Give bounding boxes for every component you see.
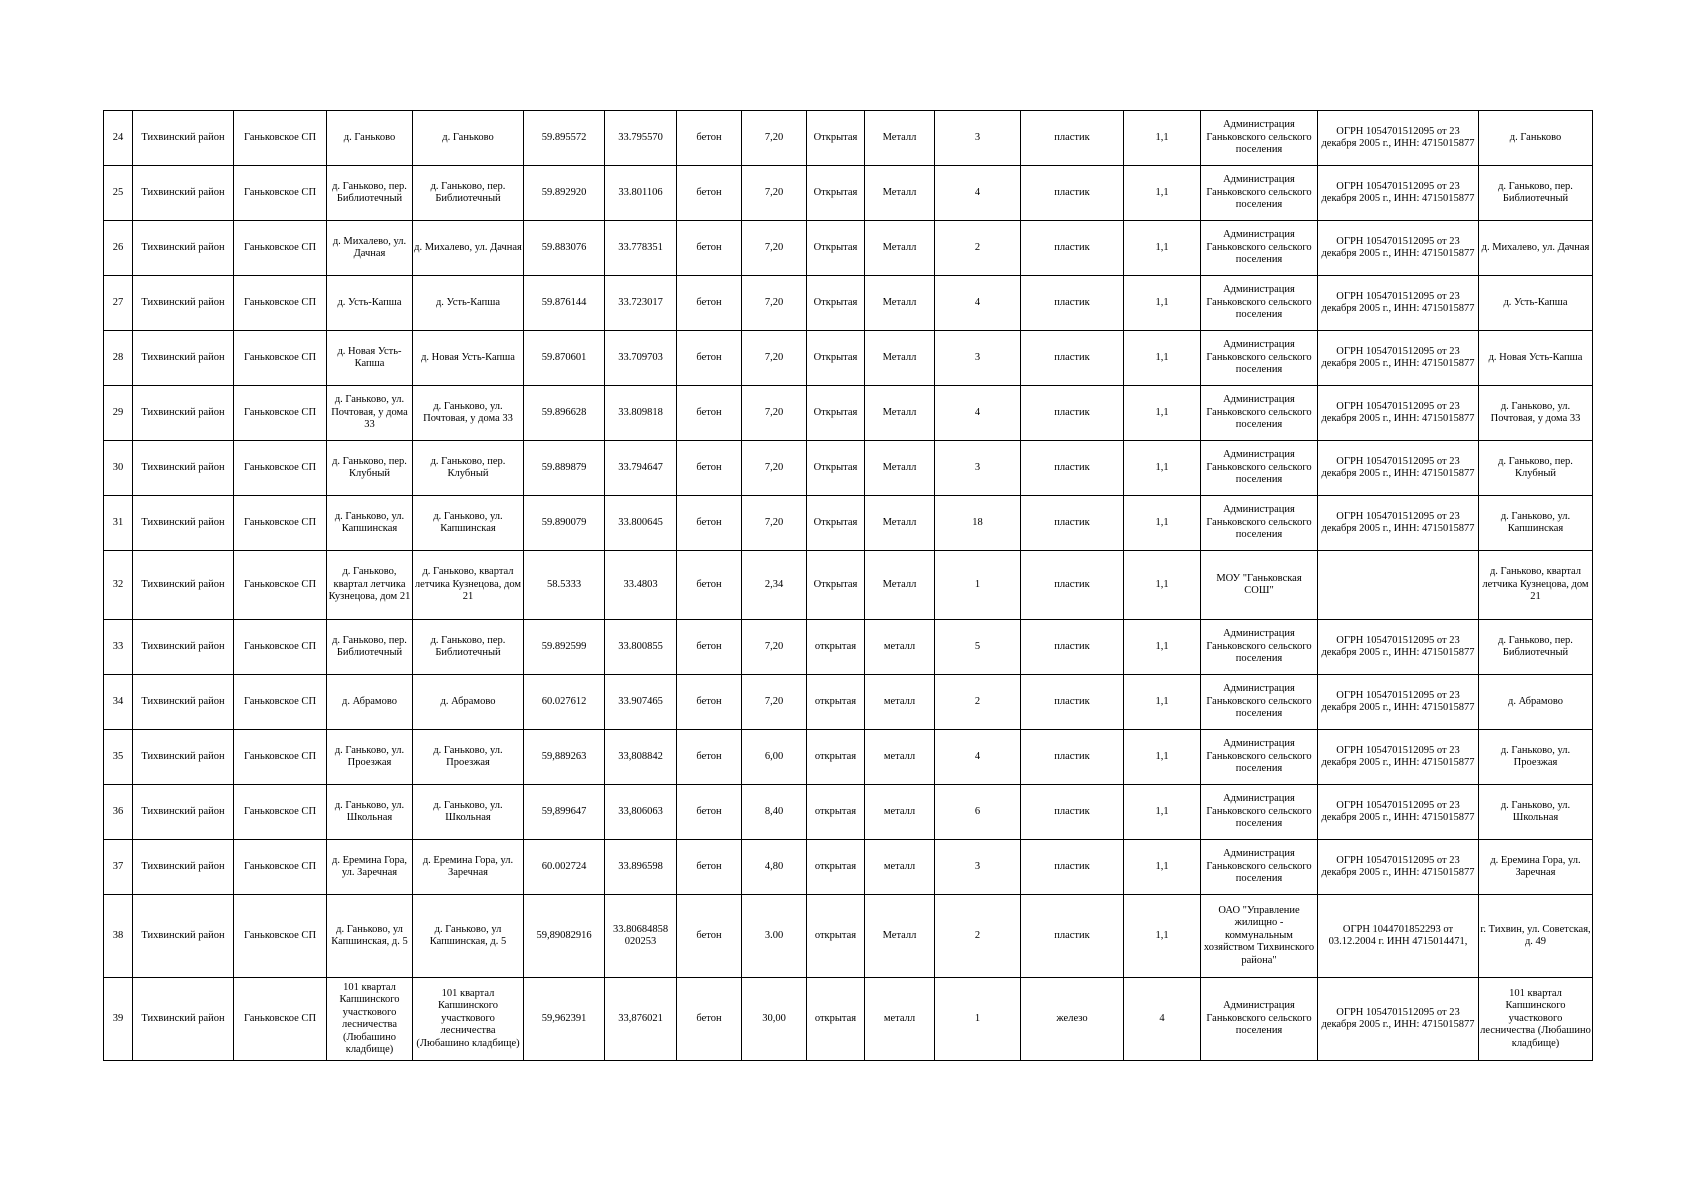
table-row — [104, 620, 1593, 675]
address-cell: д. Ганьково, пер. Библиотечный — [413, 620, 524, 675]
owner-cell: Администрация Ганьковского сельского поселения — [1201, 166, 1318, 221]
waste-source-cell: д. Ганьково, ул. Проезжая — [1479, 730, 1593, 785]
row-number: 36 — [104, 785, 133, 840]
surface-cell: бетон — [677, 620, 742, 675]
container-count-cell: 4 — [935, 730, 1021, 785]
container-volume-cell: 1,1 — [1124, 895, 1201, 978]
longitude-cell: 33.709703 — [605, 331, 677, 386]
settlement-cell: Ганьковское СП — [234, 551, 327, 620]
row-number: 39 — [104, 978, 133, 1061]
surface-cell: бетон — [677, 840, 742, 895]
area-cell: 30,00 — [742, 978, 807, 1061]
row-number: 38 — [104, 895, 133, 978]
surface-cell: бетон — [677, 675, 742, 730]
site-type-cell: Открытая — [807, 331, 865, 386]
surface-cell: бетон — [677, 895, 742, 978]
fence-cell: Металл — [865, 496, 935, 551]
district-cell: Тихвинский район — [133, 551, 234, 620]
area-cell: 7,20 — [742, 386, 807, 441]
settlement-cell: Ганьковское СП — [234, 895, 327, 978]
owner-registration-cell: ОГРН 1054701512095 от 23 декабря 2005 г., ИНН: 4715015877 — [1318, 730, 1479, 785]
latitude-cell: 60.027612 — [524, 675, 605, 730]
fence-cell: металл — [865, 730, 935, 785]
locality-cell: д. Ганьково, пер. Библиотечный — [327, 620, 413, 675]
table-row — [104, 675, 1593, 730]
container-volume-cell: 1,1 — [1124, 331, 1201, 386]
settlement-cell: Ганьковское СП — [234, 620, 327, 675]
owner-registration-cell: ОГРН 1054701512095 от 23 декабря 2005 г., ИНН: 4715015877 — [1318, 276, 1479, 331]
fence-cell: металл — [865, 978, 935, 1061]
container-material-cell: пластик — [1021, 496, 1124, 551]
latitude-cell: 59.876144 — [524, 276, 605, 331]
district-cell: Тихвинский район — [133, 675, 234, 730]
surface-cell: бетон — [677, 496, 742, 551]
site-type-cell: Открытая — [807, 441, 865, 496]
container-material-cell: железо — [1021, 978, 1124, 1061]
owner-registration-cell: ОГРН 1054701512095 от 23 декабря 2005 г., ИНН: 4715015877 — [1318, 166, 1479, 221]
table-row — [104, 276, 1593, 331]
container-volume-cell: 1,1 — [1124, 620, 1201, 675]
latitude-cell: 59.889879 — [524, 441, 605, 496]
latitude-cell: 59,899647 — [524, 785, 605, 840]
fence-cell: Металл — [865, 221, 935, 276]
area-cell: 7,20 — [742, 331, 807, 386]
owner-registration-cell: ОГРН 1054701512095 от 23 декабря 2005 г., ИНН: 4715015877 — [1318, 978, 1479, 1061]
row-number: 35 — [104, 730, 133, 785]
row-number: 32 — [104, 551, 133, 620]
waste-source-cell: 101 квартал Капшинского участкового лесничества (Любашино кладбище) — [1479, 978, 1593, 1061]
latitude-cell: 59.890079 — [524, 496, 605, 551]
container-count-cell: 1 — [935, 551, 1021, 620]
settlement-cell: Ганьковское СП — [234, 785, 327, 840]
owner-cell: Администрация Ганьковского сельского поселения — [1201, 111, 1318, 166]
waste-source-cell: д. Ганьково, квартал летчика Кузнецова, дом 21 — [1479, 551, 1593, 620]
surface-cell: бетон — [677, 551, 742, 620]
surface-cell: бетон — [677, 441, 742, 496]
area-cell: 6,00 — [742, 730, 807, 785]
locality-cell: д. Ганьково, пер. Клубный — [327, 441, 413, 496]
container-count-cell: 3 — [935, 441, 1021, 496]
locality-cell: д. Ганьково — [327, 111, 413, 166]
container-count-cell: 4 — [935, 276, 1021, 331]
container-material-cell: пластик — [1021, 551, 1124, 620]
site-type-cell: Открытая — [807, 221, 865, 276]
longitude-cell: 33.795570 — [605, 111, 677, 166]
address-cell: д. Ганьково, ул. Школьная — [413, 785, 524, 840]
table-body — [104, 111, 1593, 1061]
address-cell: д. Еремина Гора, ул. Заречная — [413, 840, 524, 895]
container-count-cell: 5 — [935, 620, 1021, 675]
waste-source-cell: д. Михалево, ул. Дачная — [1479, 221, 1593, 276]
longitude-cell: 33.80684858 020253 — [605, 895, 677, 978]
longitude-cell: 33.809818 — [605, 386, 677, 441]
surface-cell: бетон — [677, 386, 742, 441]
locality-cell: д. Ганьково, ул. Школьная — [327, 785, 413, 840]
owner-registration-cell: ОГРН 1054701512095 от 23 декабря 2005 г., ИНН: 4715015877 — [1318, 221, 1479, 276]
waste-source-cell: д. Ганьково, пер. Клубный — [1479, 441, 1593, 496]
container-material-cell: пластик — [1021, 840, 1124, 895]
table-row — [104, 166, 1593, 221]
owner-registration-cell: ОГРН 1054701512095 от 23 декабря 2005 г., ИНН: 4715015877 — [1318, 675, 1479, 730]
container-volume-cell: 1,1 — [1124, 730, 1201, 785]
latitude-cell: 59.892599 — [524, 620, 605, 675]
fence-cell: Металл — [865, 441, 935, 496]
site-type-cell: открытая — [807, 978, 865, 1061]
owner-registration-cell: ОГРН 1054701512095 от 23 декабря 2005 г., ИНН: 4715015877 — [1318, 386, 1479, 441]
owner-cell: Администрация Ганьковского сельского поселения — [1201, 785, 1318, 840]
site-type-cell: Открытая — [807, 276, 865, 331]
table-row — [104, 551, 1593, 620]
owner-registration-cell — [1318, 551, 1479, 620]
table-row — [104, 441, 1593, 496]
address-cell: д. Ганьково, ул. Проезжая — [413, 730, 524, 785]
container-material-cell: пластик — [1021, 276, 1124, 331]
waste-source-cell: д. Новая Усть-Капша — [1479, 331, 1593, 386]
district-cell: Тихвинский район — [133, 840, 234, 895]
latitude-cell: 59,89082916 — [524, 895, 605, 978]
site-type-cell: открытая — [807, 620, 865, 675]
container-count-cell: 6 — [935, 785, 1021, 840]
waste-source-cell: д. Ганьково — [1479, 111, 1593, 166]
longitude-cell: 33,876021 — [605, 978, 677, 1061]
table-row — [104, 111, 1593, 166]
waste-source-cell: д. Ганьково, ул. Школьная — [1479, 785, 1593, 840]
district-cell: Тихвинский район — [133, 620, 234, 675]
longitude-cell: 33,808842 — [605, 730, 677, 785]
owner-registration-cell: ОГРН 1054701512095 от 23 декабря 2005 г., ИНН: 4715015877 — [1318, 840, 1479, 895]
settlement-cell: Ганьковское СП — [234, 166, 327, 221]
table-row — [104, 386, 1593, 441]
fence-cell: Металл — [865, 551, 935, 620]
owner-registration-cell: ОГРН 1044701852293 от 03.12.2004 г. ИНН 4715014471, — [1318, 895, 1479, 978]
row-number: 28 — [104, 331, 133, 386]
owner-registration-cell: ОГРН 1054701512095 от 23 декабря 2005 г., ИНН: 4715015877 — [1318, 620, 1479, 675]
address-cell: д. Ганьково, ул. Капшинская — [413, 496, 524, 551]
container-sites-table — [103, 110, 1593, 1061]
container-count-cell: 2 — [935, 675, 1021, 730]
settlement-cell: Ганьковское СП — [234, 496, 327, 551]
owner-registration-cell: ОГРН 1054701512095 от 23 декабря 2005 г., ИНН: 4715015877 — [1318, 111, 1479, 166]
address-cell: д. Абрамово — [413, 675, 524, 730]
district-cell: Тихвинский район — [133, 895, 234, 978]
container-volume-cell: 1,1 — [1124, 840, 1201, 895]
owner-registration-cell: ОГРН 1054701512095 от 23 декабря 2005 г., ИНН: 4715015877 — [1318, 441, 1479, 496]
area-cell: 7,20 — [742, 675, 807, 730]
address-cell: д. Ганьково, ул Капшинская, д. 5 — [413, 895, 524, 978]
owner-cell: Администрация Ганьковского сельского поселения — [1201, 386, 1318, 441]
owner-cell: Администрация Ганьковского сельского поселения — [1201, 441, 1318, 496]
container-material-cell: пластик — [1021, 620, 1124, 675]
address-cell: д. Усть-Капша — [413, 276, 524, 331]
settlement-cell: Ганьковское СП — [234, 276, 327, 331]
surface-cell: бетон — [677, 276, 742, 331]
locality-cell: д. Новая Усть-Капша — [327, 331, 413, 386]
fence-cell: металл — [865, 785, 935, 840]
locality-cell: д. Михалево, ул. Дачная — [327, 221, 413, 276]
locality-cell: д. Ганьково, квартал летчика Кузнецова, дом 21 — [327, 551, 413, 620]
latitude-cell: 59,962391 — [524, 978, 605, 1061]
container-volume-cell: 1,1 — [1124, 496, 1201, 551]
container-material-cell: пластик — [1021, 895, 1124, 978]
container-volume-cell: 1,1 — [1124, 276, 1201, 331]
area-cell: 7,20 — [742, 441, 807, 496]
container-material-cell: пластик — [1021, 386, 1124, 441]
fence-cell: Металл — [865, 111, 935, 166]
container-volume-cell: 1,1 — [1124, 111, 1201, 166]
container-volume-cell: 1,1 — [1124, 166, 1201, 221]
container-material-cell: пластик — [1021, 441, 1124, 496]
longitude-cell: 33.723017 — [605, 276, 677, 331]
longitude-cell: 33.896598 — [605, 840, 677, 895]
site-type-cell: открытая — [807, 730, 865, 785]
owner-cell: Администрация Ганьковского сельского поселения — [1201, 276, 1318, 331]
container-count-cell: 2 — [935, 895, 1021, 978]
table-row — [104, 730, 1593, 785]
container-count-cell: 18 — [935, 496, 1021, 551]
surface-cell: бетон — [677, 730, 742, 785]
container-count-cell: 3 — [935, 111, 1021, 166]
area-cell: 7,20 — [742, 276, 807, 331]
address-cell: д. Новая Усть-Капша — [413, 331, 524, 386]
owner-cell: Администрация Ганьковского сельского поселения — [1201, 730, 1318, 785]
district-cell: Тихвинский район — [133, 496, 234, 551]
waste-source-cell: д. Еремина Гора, ул. Заречная — [1479, 840, 1593, 895]
longitude-cell: 33.794647 — [605, 441, 677, 496]
row-number: 25 — [104, 166, 133, 221]
owner-cell: Администрация Ганьковского сельского поселения — [1201, 496, 1318, 551]
locality-cell: д. Ганьково, ул. Почтовая, у дома 33 — [327, 386, 413, 441]
container-material-cell: пластик — [1021, 675, 1124, 730]
locality-cell: д. Ганьково, ул. Проезжая — [327, 730, 413, 785]
registry-sheet — [103, 110, 1593, 1061]
address-cell: д. Ганьково, пер. Клубный — [413, 441, 524, 496]
site-type-cell: Открытая — [807, 166, 865, 221]
settlement-cell: Ганьковское СП — [234, 441, 327, 496]
container-material-cell: пластик — [1021, 730, 1124, 785]
surface-cell: бетон — [677, 166, 742, 221]
surface-cell: бетон — [677, 785, 742, 840]
owner-registration-cell: ОГРН 1054701512095 от 23 декабря 2005 г., ИНН: 4715015877 — [1318, 496, 1479, 551]
latitude-cell: 60.002724 — [524, 840, 605, 895]
district-cell: Тихвинский район — [133, 111, 234, 166]
locality-cell: д. Усть-Капша — [327, 276, 413, 331]
locality-cell: д. Абрамово — [327, 675, 413, 730]
longitude-cell: 33.4803 — [605, 551, 677, 620]
waste-source-cell: д. Усть-Капша — [1479, 276, 1593, 331]
site-type-cell: открытая — [807, 895, 865, 978]
container-material-cell: пластик — [1021, 331, 1124, 386]
latitude-cell: 59.870601 — [524, 331, 605, 386]
address-cell: 101 квартал Капшинского участкового лесничества (Любашино кладбище) — [413, 978, 524, 1061]
container-material-cell: пластик — [1021, 221, 1124, 276]
latitude-cell: 59.896628 — [524, 386, 605, 441]
fence-cell: Металл — [865, 331, 935, 386]
settlement-cell: Ганьковское СП — [234, 730, 327, 785]
settlement-cell: Ганьковское СП — [234, 840, 327, 895]
longitude-cell: 33.800645 — [605, 496, 677, 551]
owner-cell: Администрация Ганьковского сельского поселения — [1201, 978, 1318, 1061]
owner-cell: Администрация Ганьковского сельского поселения — [1201, 620, 1318, 675]
container-material-cell: пластик — [1021, 166, 1124, 221]
district-cell: Тихвинский район — [133, 386, 234, 441]
surface-cell: бетон — [677, 221, 742, 276]
row-number: 30 — [104, 441, 133, 496]
row-number: 34 — [104, 675, 133, 730]
district-cell: Тихвинский район — [133, 730, 234, 785]
waste-source-cell: д. Ганьково, пер. Библиотечный — [1479, 620, 1593, 675]
area-cell: 7,20 — [742, 221, 807, 276]
table-row — [104, 785, 1593, 840]
row-number: 31 — [104, 496, 133, 551]
latitude-cell: 59.892920 — [524, 166, 605, 221]
owner-cell: Администрация Ганьковского сельского поселения — [1201, 221, 1318, 276]
row-number: 26 — [104, 221, 133, 276]
table-row — [104, 840, 1593, 895]
owner-registration-cell: ОГРН 1054701512095 от 23 декабря 2005 г., ИНН: 4715015877 — [1318, 331, 1479, 386]
surface-cell: бетон — [677, 331, 742, 386]
waste-source-cell: д. Ганьково, пер. Библиотечный — [1479, 166, 1593, 221]
locality-cell: 101 квартал Капшинского участкового лесничества (Любашино кладбище) — [327, 978, 413, 1061]
row-number: 33 — [104, 620, 133, 675]
container-count-cell: 2 — [935, 221, 1021, 276]
area-cell: 8,40 — [742, 785, 807, 840]
site-type-cell: Открытая — [807, 386, 865, 441]
owner-cell: Администрация Ганьковского сельского поселения — [1201, 331, 1318, 386]
container-volume-cell: 1,1 — [1124, 386, 1201, 441]
address-cell: д. Ганьково, пер. Библиотечный — [413, 166, 524, 221]
site-type-cell: Открытая — [807, 551, 865, 620]
surface-cell: бетон — [677, 111, 742, 166]
owner-registration-cell: ОГРН 1054701512095 от 23 декабря 2005 г., ИНН: 4715015877 — [1318, 785, 1479, 840]
table-row — [104, 496, 1593, 551]
locality-cell: д. Ганьково, ул. Капшинская — [327, 496, 413, 551]
fence-cell: металл — [865, 675, 935, 730]
latitude-cell: 59.895572 — [524, 111, 605, 166]
container-volume-cell: 1,1 — [1124, 785, 1201, 840]
table-row — [104, 895, 1593, 978]
fence-cell: металл — [865, 620, 935, 675]
district-cell: Тихвинский район — [133, 441, 234, 496]
area-cell: 4,80 — [742, 840, 807, 895]
address-cell: д. Ганьково, ул. Почтовая, у дома 33 — [413, 386, 524, 441]
area-cell: 7,20 — [742, 166, 807, 221]
district-cell: Тихвинский район — [133, 221, 234, 276]
address-cell: д. Ганьково — [413, 111, 524, 166]
latitude-cell: 59.883076 — [524, 221, 605, 276]
settlement-cell: Ганьковское СП — [234, 386, 327, 441]
site-type-cell: Открытая — [807, 111, 865, 166]
container-count-cell: 3 — [935, 331, 1021, 386]
fence-cell: Металл — [865, 166, 935, 221]
container-volume-cell: 1,1 — [1124, 221, 1201, 276]
district-cell: Тихвинский район — [133, 978, 234, 1061]
container-count-cell: 4 — [935, 386, 1021, 441]
settlement-cell: Ганьковское СП — [234, 221, 327, 276]
site-type-cell: Открытая — [807, 496, 865, 551]
owner-cell: ОАО "Управление жилищно - коммунальным хозяйством Тихвинского района" — [1201, 895, 1318, 978]
settlement-cell: Ганьковское СП — [234, 331, 327, 386]
container-count-cell: 1 — [935, 978, 1021, 1061]
area-cell: 3.00 — [742, 895, 807, 978]
container-volume-cell: 1,1 — [1124, 441, 1201, 496]
fence-cell: металл — [865, 840, 935, 895]
fence-cell: Металл — [865, 386, 935, 441]
area-cell: 2,34 — [742, 551, 807, 620]
table-row — [104, 331, 1593, 386]
owner-cell: МОУ "Ганьковская СОШ" — [1201, 551, 1318, 620]
latitude-cell: 59,889263 — [524, 730, 605, 785]
owner-cell: Администрация Ганьковского сельского поселения — [1201, 675, 1318, 730]
area-cell: 7,20 — [742, 111, 807, 166]
site-type-cell: открытая — [807, 840, 865, 895]
row-number: 37 — [104, 840, 133, 895]
container-volume-cell: 1,1 — [1124, 675, 1201, 730]
waste-source-cell: д. Ганьково, ул. Почтовая, у дома 33 — [1479, 386, 1593, 441]
longitude-cell: 33.907465 — [605, 675, 677, 730]
row-number: 27 — [104, 276, 133, 331]
area-cell: 7,20 — [742, 496, 807, 551]
district-cell: Тихвинский район — [133, 785, 234, 840]
settlement-cell: Ганьковское СП — [234, 978, 327, 1061]
container-count-cell: 3 — [935, 840, 1021, 895]
district-cell: Тихвинский район — [133, 331, 234, 386]
row-number: 29 — [104, 386, 133, 441]
longitude-cell: 33.801106 — [605, 166, 677, 221]
surface-cell: бетон — [677, 978, 742, 1061]
waste-source-cell: д. Абрамово — [1479, 675, 1593, 730]
site-type-cell: открытая — [807, 785, 865, 840]
container-material-cell: пластик — [1021, 111, 1124, 166]
table-row — [104, 221, 1593, 276]
district-cell: Тихвинский район — [133, 166, 234, 221]
container-material-cell: пластик — [1021, 785, 1124, 840]
locality-cell: д. Еремина Гора, ул. Заречная — [327, 840, 413, 895]
longitude-cell: 33.778351 — [605, 221, 677, 276]
longitude-cell: 33.800855 — [605, 620, 677, 675]
latitude-cell: 58.5333 — [524, 551, 605, 620]
area-cell: 7,20 — [742, 620, 807, 675]
waste-source-cell: г. Тихвин, ул. Советская, д. 49 — [1479, 895, 1593, 978]
locality-cell: д. Ганьково, пер. Библиотечный — [327, 166, 413, 221]
address-cell: д. Ганьково, квартал летчика Кузнецова, дом 21 — [413, 551, 524, 620]
address-cell: д. Михалево, ул. Дачная — [413, 221, 524, 276]
settlement-cell: Ганьковское СП — [234, 675, 327, 730]
longitude-cell: 33,806063 — [605, 785, 677, 840]
site-type-cell: открытая — [807, 675, 865, 730]
table-row — [104, 978, 1593, 1061]
settlement-cell: Ганьковское СП — [234, 111, 327, 166]
district-cell: Тихвинский район — [133, 276, 234, 331]
container-volume-cell: 4 — [1124, 978, 1201, 1061]
container-volume-cell: 1,1 — [1124, 551, 1201, 620]
container-count-cell: 4 — [935, 166, 1021, 221]
owner-cell: Администрация Ганьковского сельского поселения — [1201, 840, 1318, 895]
row-number: 24 — [104, 111, 133, 166]
fence-cell: Металл — [865, 895, 935, 978]
locality-cell: д. Ганьково, ул Капшинская, д. 5 — [327, 895, 413, 978]
waste-source-cell: д. Ганьково, ул. Капшинская — [1479, 496, 1593, 551]
fence-cell: Металл — [865, 276, 935, 331]
